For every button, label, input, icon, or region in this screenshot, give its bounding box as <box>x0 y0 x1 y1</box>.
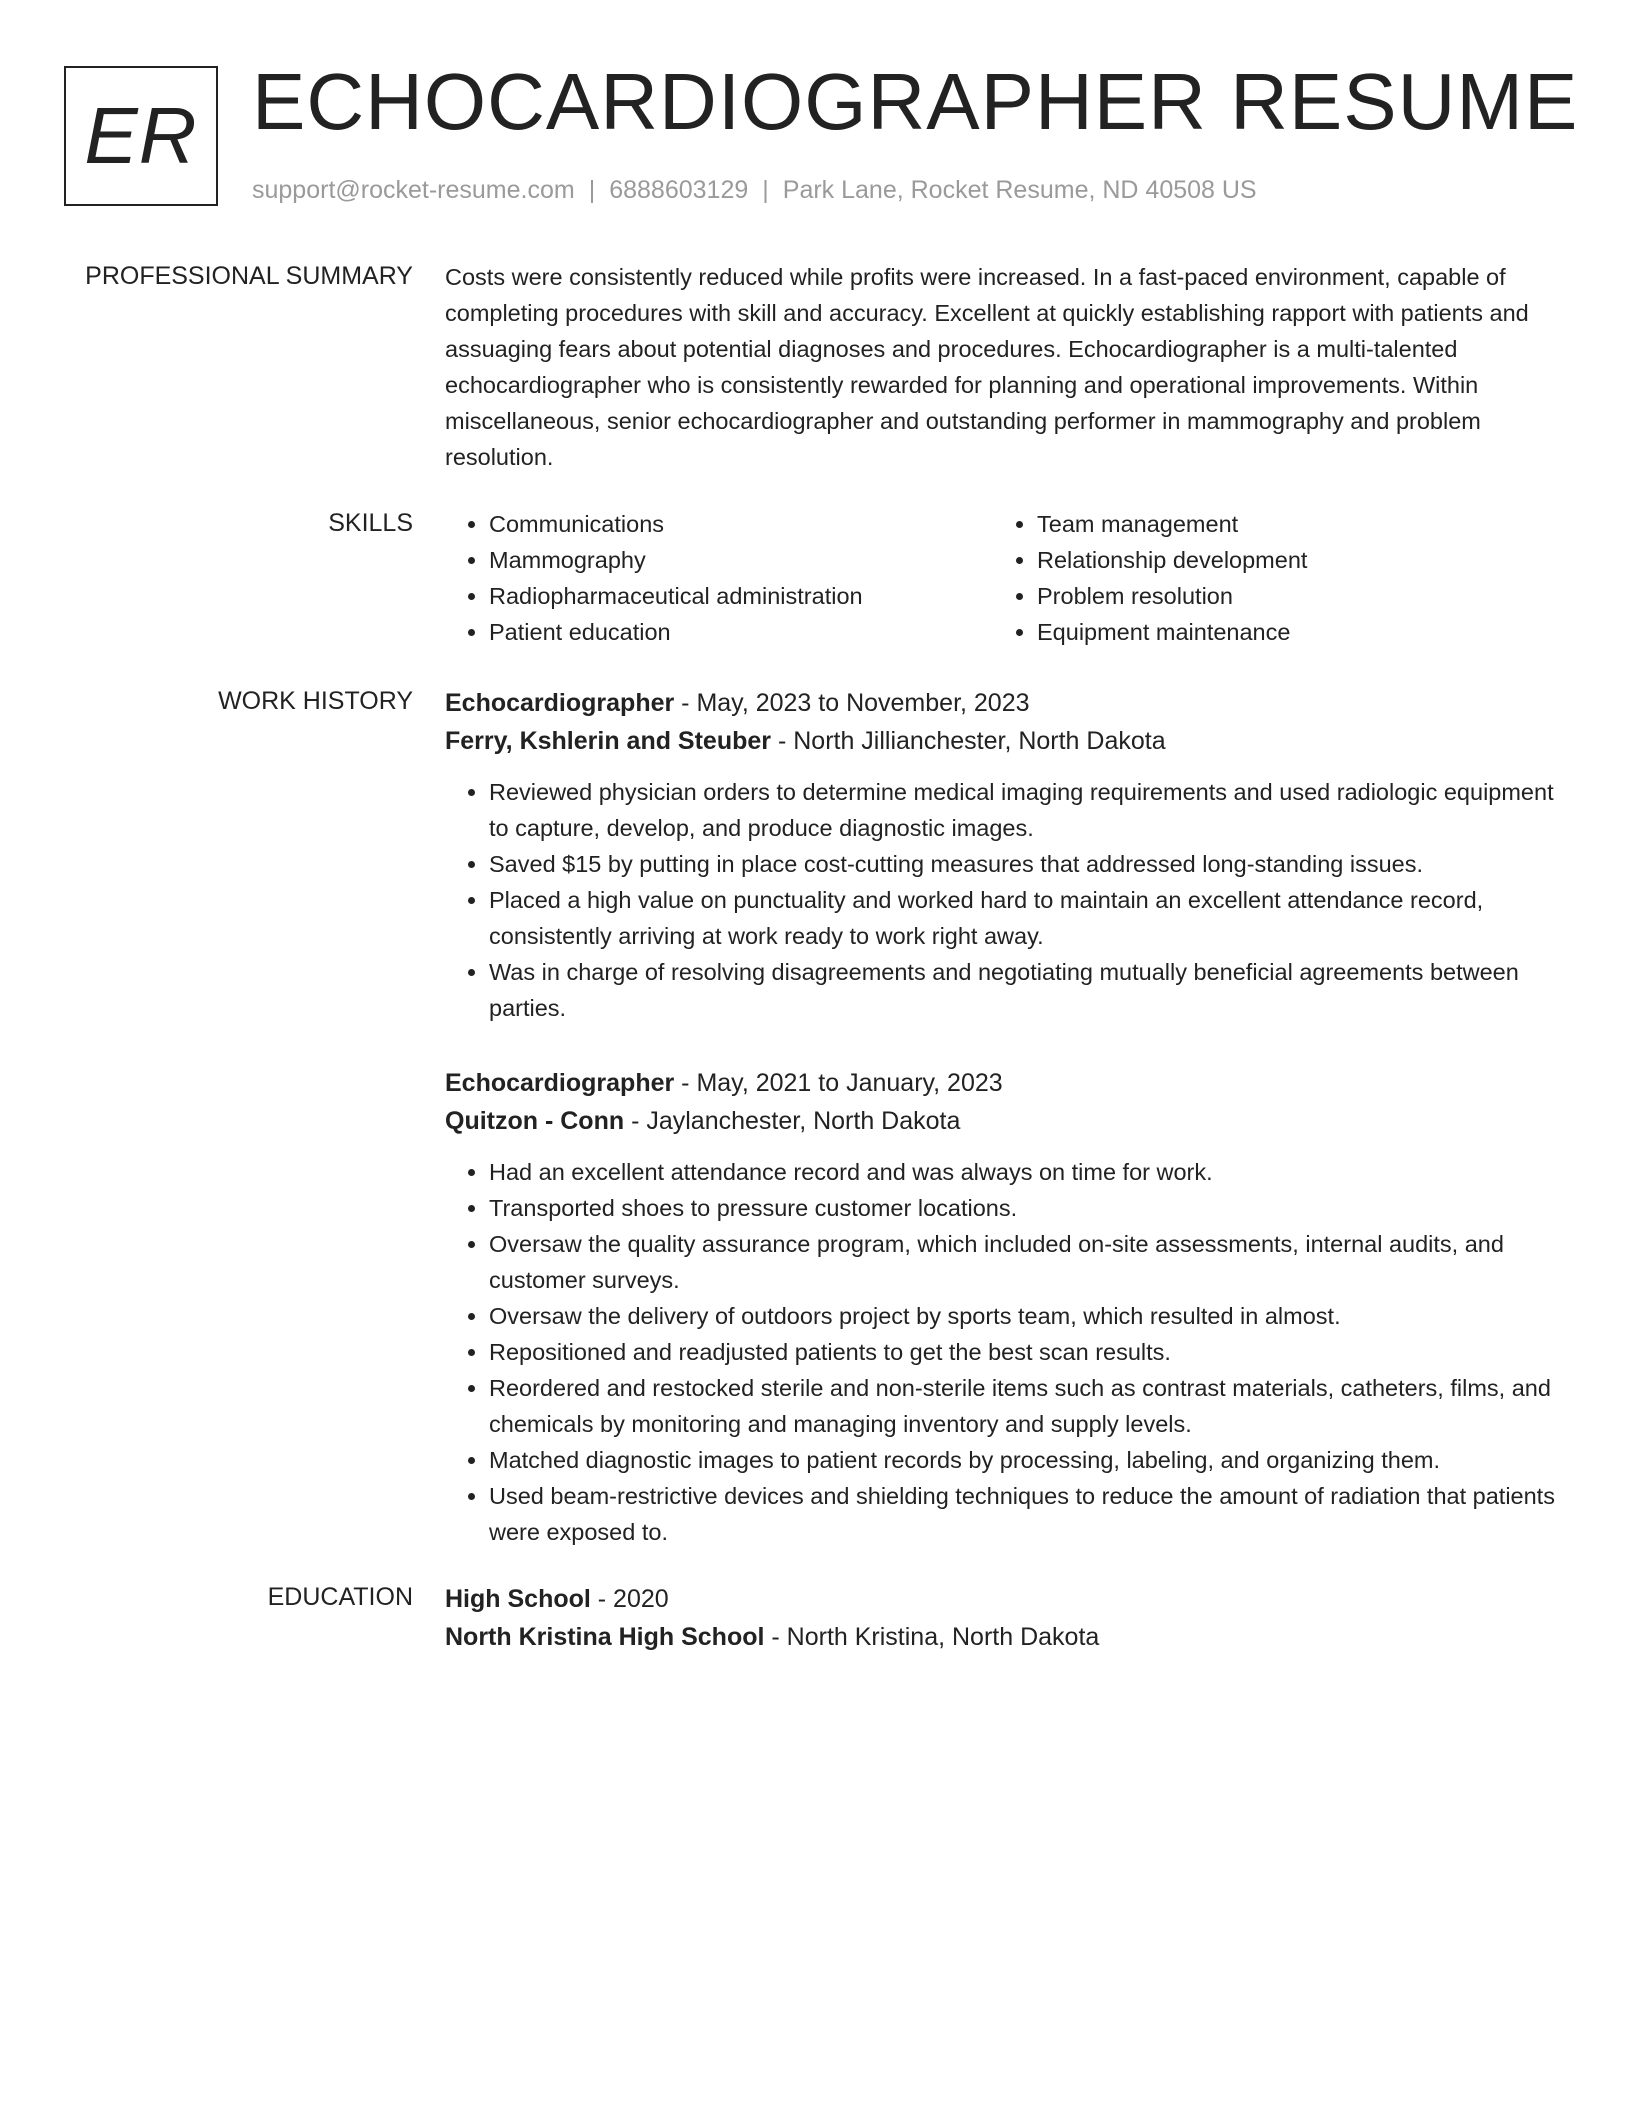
job-entry <box>445 1064 1565 1550</box>
monogram-badge <box>64 66 218 206</box>
skill-item: • Mammography <box>489 542 993 578</box>
education-heading: EDUCATION <box>267 1583 413 1611</box>
contact-line <box>252 174 1257 206</box>
summary-body <box>445 259 1565 475</box>
skills-list-right <box>993 506 1541 650</box>
job-company-line <box>445 722 1565 760</box>
education-school-line <box>445 1618 1565 1656</box>
resume-title: ECHOCARDIOGRAPHER RESUME <box>252 57 1579 146</box>
skills-grid <box>445 506 1565 650</box>
skill-item: • Team management <box>1037 506 1541 542</box>
job-bullet: • Oversaw the quality assurance program, which included on-site assessments, internal audits, and customer surveys. <box>489 1226 1565 1298</box>
job-bullet: • Reordered and restocked sterile and non-sterile items such as contrast materials, catheters, films, and chemicals by monitoring and managing inventory and supply levels. <box>489 1370 1565 1442</box>
job-bullet: • Reviewed physician orders to determine medical imaging requirements and used radiologic equipment to capture, develop, and produce diagnostic images. <box>489 774 1565 846</box>
education-school: North Kristina High School <box>445 1623 765 1651</box>
job-title-line <box>445 684 1565 722</box>
skill-item: • Communications <box>489 506 993 542</box>
job-location: - Jaylanchester, North Dakota <box>624 1107 961 1135</box>
contact-address: Park Lane, Rocket Resume, ND 40508 US <box>782 176 1257 204</box>
job-dates: - May, 2023 to November, 2023 <box>674 689 1030 717</box>
job-bullet: • Repositioned and readjusted patients to get the best scan results. <box>489 1334 1565 1370</box>
job-company: Ferry, Kshlerin and Steuber <box>445 727 772 755</box>
monogram-text: ER <box>84 91 198 180</box>
skill-item: • Patient education <box>489 614 993 650</box>
job-company-line <box>445 1102 1565 1140</box>
skills-heading: SKILLS <box>328 509 413 537</box>
education-location: - North Kristina, North Dakota <box>764 1623 1100 1651</box>
contact-phone: 6888603129 <box>609 176 749 204</box>
job-title-line <box>445 1064 1565 1102</box>
job-company: Quitzon - Conn <box>445 1107 625 1135</box>
job-bullet: • Used beam-restrictive devices and shielding techniques to reduce the amount of radiation that patients were exposed to. <box>489 1478 1565 1550</box>
education-degree: High School <box>445 1585 591 1613</box>
contact-separator: | <box>588 176 596 204</box>
job-bullet: • Oversaw the delivery of outdoors project by sports team, which resulted in almost. <box>489 1298 1565 1334</box>
job-bullet: • Had an excellent attendance record and was always on time for work. <box>489 1154 1565 1190</box>
job-bullet: • Placed a high value on punctuality and worked hard to maintain an excellent attendance record, consistently arriving at work ready to work right away. <box>489 882 1565 954</box>
summary-heading: PROFESSIONAL SUMMARY <box>85 262 413 290</box>
education-year: - 2020 <box>590 1585 669 1613</box>
job-bullet: • Was in charge of resolving disagreements and negotiating mutually beneficial agreements between parties. <box>489 954 1565 1026</box>
job-bullet: • Matched diagnostic images to patient records by processing, labeling, and organizing them. <box>489 1442 1565 1478</box>
skill-item: • Radiopharmaceutical administration <box>489 578 993 614</box>
job-location: - North Jillianchester, North Dakota <box>771 727 1166 755</box>
job-bullets <box>445 1154 1565 1550</box>
skills-body <box>445 506 1565 650</box>
summary-text: Costs were consistently reduced while profits were increased. In a fast-paced environment, capable of completing procedures with skill and accuracy. Excellent at quickly establishing rapport with patients and assuaging fears about potential diagnoses and procedures. Echocardiographer is a multi-talented echocardiographer who is consistently rewarded for planning and operational improvements. Within miscellaneous, senior echocardiographer and outstanding performer in mammography and problem resolution. <box>445 264 1529 470</box>
job-title: Echocardiographer <box>445 1069 675 1097</box>
contact-email: support@rocket-resume.com <box>252 176 575 204</box>
job-bullet: • Transported shoes to pressure customer locations. <box>489 1190 1565 1226</box>
job-dates: - May, 2021 to January, 2023 <box>674 1069 1003 1097</box>
skill-item: • Problem resolution <box>1037 578 1541 614</box>
work-history-body <box>445 684 1565 1588</box>
skill-item: • Relationship development <box>1037 542 1541 578</box>
job-bullets <box>445 774 1565 1026</box>
job-bullet: • Saved $15 by putting in place cost-cutting measures that addressed long-standing issues. <box>489 846 1565 882</box>
contact-separator: | <box>762 176 769 204</box>
education-body <box>445 1580 1565 1656</box>
work-history-heading: WORK HISTORY <box>218 687 413 715</box>
skill-item: • Equipment maintenance <box>1037 614 1541 650</box>
skills-list-left <box>445 506 993 650</box>
education-degree-line <box>445 1580 1565 1618</box>
job-title: Echocardiographer <box>445 689 675 717</box>
job-entry <box>445 684 1565 1026</box>
